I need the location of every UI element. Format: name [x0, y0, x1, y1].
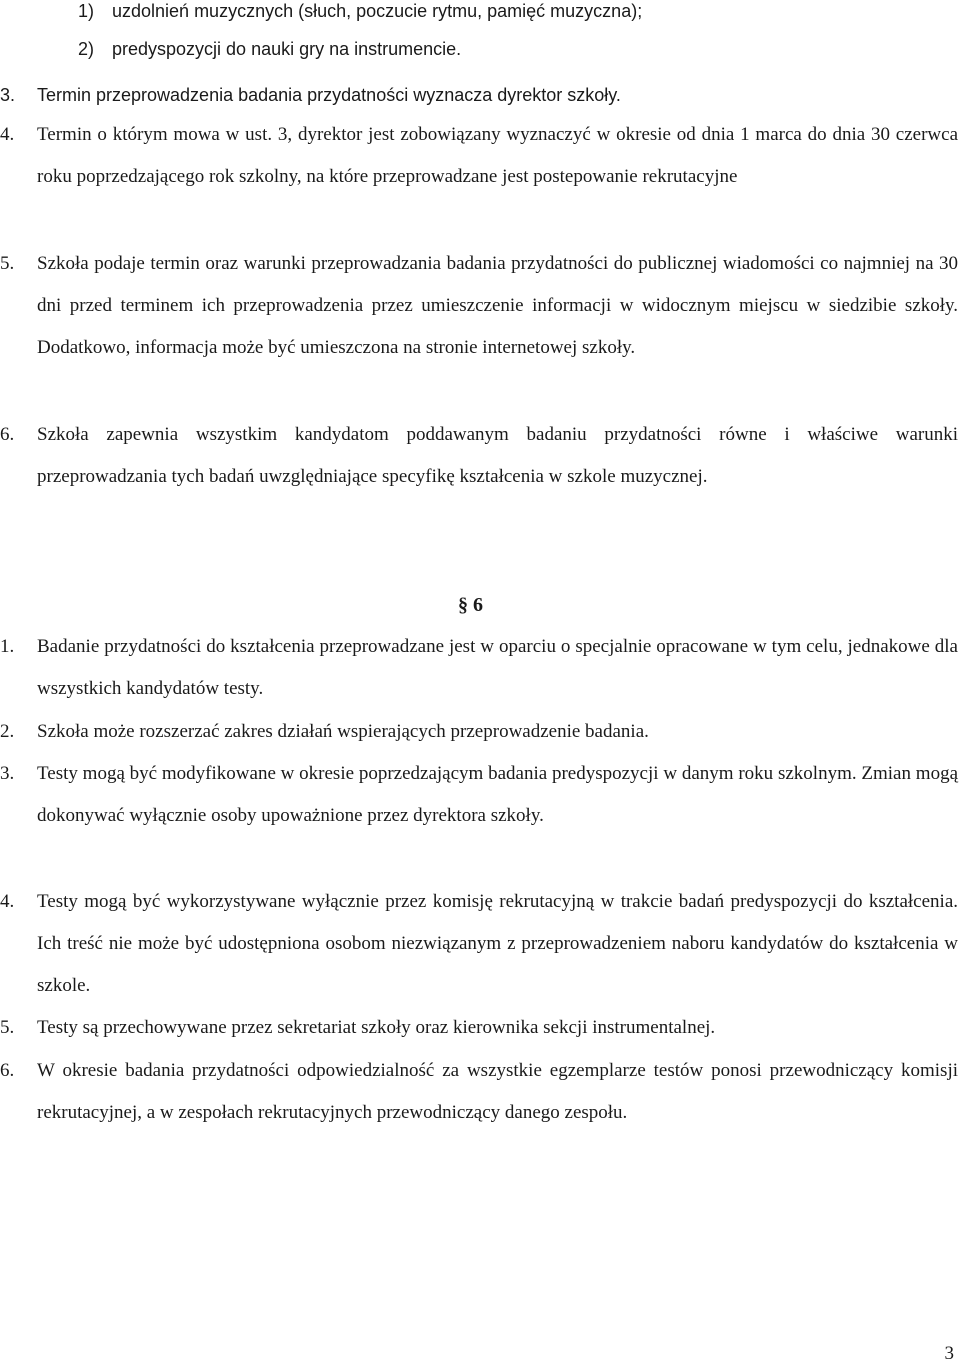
list-item — [0, 414, 960, 498]
item-number: 4. — [0, 124, 15, 145]
item-number: 3. — [0, 763, 15, 784]
list-item — [0, 243, 960, 369]
item-number: 5. — [0, 253, 15, 274]
item-number: 1. — [0, 636, 15, 657]
item-number: 5. — [0, 1017, 15, 1038]
section-list-item — [0, 753, 960, 837]
item-number: 6. — [0, 1060, 15, 1081]
item-number: 3. — [0, 85, 16, 105]
item-text: Szkoła może rozszerzać zakres działań wspierających przeprowadzenie badania. — [37, 721, 649, 742]
section-list-item — [0, 1050, 960, 1134]
list-item — [0, 114, 960, 198]
item-text: Testy są przechowywane przez sekretariat szkoły oraz kierownika sekcji instrumentalnej. — [37, 1017, 716, 1038]
item-number: 4. — [0, 891, 15, 912]
item-text: Szkoła zapewnia wszystkim kandydatom poddawanym badaniu przydatności równe i właściwe warunki przeprowadzania tych badań uwzględniające specyfikę kształcenia w szkole muzycznej. — [37, 424, 958, 487]
sub-list-text: predyspozycji do nauki gry na instrumencie. — [112, 39, 462, 59]
section-list-item — [0, 711, 960, 753]
section-list-item — [0, 1007, 960, 1049]
item-text: Termin o którym mowa w ust. 3, dyrektor jest zobowiązany wyznaczyć w okresie od dnia 1 marca do dnia 30 czerwca roku poprzedzającego rok szkolny, na które przeprowadzane jest postepowanie rekrutacyjne — [37, 124, 958, 187]
sub-list-item — [0, 28, 960, 70]
item-text: Szkoła podaje termin oraz warunki przeprowadzania badania przydatności do publicznej wiadomości co najmniej na 30 dni przed terminem ich przeprowadzenia przez umieszczenie informacji w widocznym miejscu w siedzibie szkoły. Dodatkowo, informacja może być umieszczona na stronie internetowej szkoły. — [37, 253, 958, 358]
sub-list-number: 2) — [78, 39, 95, 59]
sub-list-text: uzdolnień muzycznych (słuch, poczucie rytmu, pamięć muzyczna); — [112, 1, 643, 21]
item-number: 2. — [0, 721, 15, 742]
section-list-item — [0, 881, 960, 1007]
item-text: Termin przeprowadzenia badania przydatności wyznacza dyrektor szkoły. — [37, 85, 621, 105]
section-list-item — [0, 626, 960, 710]
item-text: Testy mogą być wykorzystywane wyłącznie przez komisję rekrutacyjną w trakcie badań predyspozycji do kształcenia. Ich treść nie może być udostępniona osobom niezwiązanym z przeprowadzeniem naboru kandydatów do kształcenia w szkole. — [37, 891, 958, 996]
list-item — [0, 74, 960, 116]
item-text: W okresie badania przydatności odpowiedzialność za wszystkie egzemplarze testów ponosi przewodniczący komisji rekrutacyjnej, a w zespołach rekrutacyjnych przewodniczący danego zespołu. — [37, 1060, 958, 1123]
item-text: Testy mogą być modyfikowane w okresie poprzedzającym badania predyspozycji w danym roku szkolnym. Zmian mogą dokonywać wyłącznie osoby upoważnione przez dyrektora szkoły. — [37, 763, 958, 826]
item-number: 6. — [0, 424, 15, 445]
section-title: § 6 — [458, 594, 483, 616]
sub-list-number: 1) — [78, 1, 95, 21]
item-text: Badanie przydatności do kształcenia przeprowadzane jest w oparciu o specjalnie opracowane w tym celu, jednakowe dla wszystkich kandydatów testy. — [37, 636, 958, 699]
page-number: 3 — [944, 1343, 954, 1364]
